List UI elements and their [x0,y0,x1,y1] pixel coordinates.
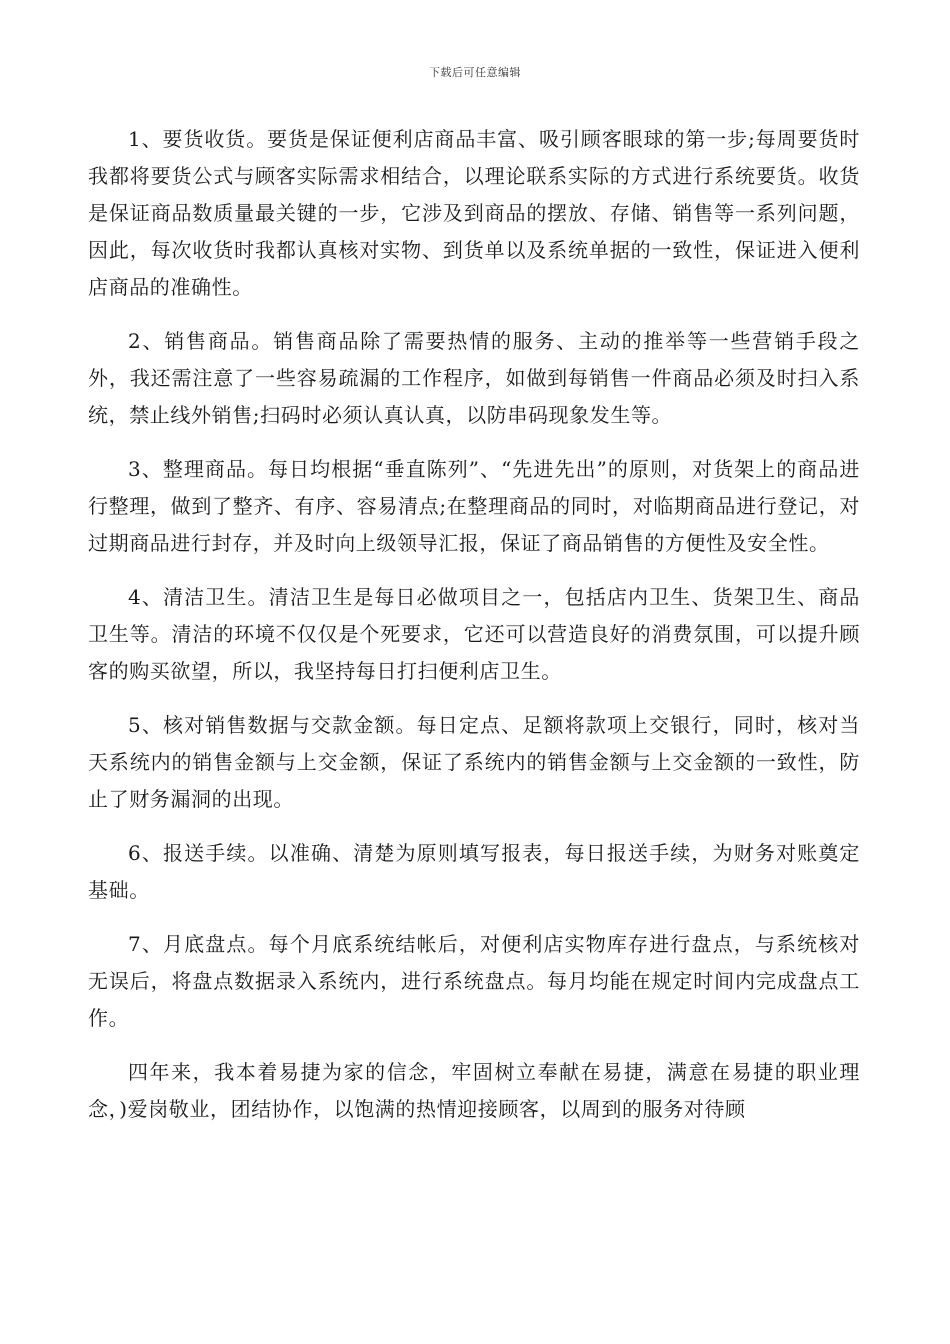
paragraph-2: 2、销售商品。销售商品除了需要热情的服务、主动的推举等一些营销手段之外，我还需注意了一些容易疏漏的工作程序，如做到每销售一件商品必须及时扫入系统，禁止线外销售;扫码时必须认真认真，以防串码现象发生等。 [88,329,860,427]
document-body [88,121,860,1145]
paragraph-3: 3、整理商品。每日均根据“垂直陈列”、“先进先出”的原则，对货架上的商品进行整理，做到了整齐、有序、容易清点;在整理商品的同时，对临期商品进行登记，对过期商品进行封存，并及时向上级领导汇报，保证了商品销售的方便性及安全性。 [88,457,860,555]
page-header: 下载后可任意编辑 [429,66,521,79]
paragraph-8: 四年来，我本着易捷为家的信念，牢固树立奉献在易捷，满意在易捷的职业理念，)爱岗敬业，团结协作，以饱满的热情迎接顾客，以周到的服务对待顾 [88,1060,860,1121]
paragraph-1: 1、要货收货。要货是保证便利店商品丰富、吸引顾客眼球的第一步;每周要货时我都将要货公式与顾客实际需求相结合，以理论联系实际的方式进行系统要货。收货是保证商品数质量最关键的一步，它涉及到商品的摆放、存储、销售等一系列问题，因此，每次收货时我都认真核对实物、到货单以及系统单据的一致性，保证进入便利店商品的准确性。 [88,127,860,299]
paragraph-7: 7、月底盘点。每个月底系统结帐后，对便利店实物库存进行盘点，与系统核对无误后，将盘点数据录入系统内，进行系统盘点。每月均能在规定时间内完成盘点工作。 [88,932,860,1030]
paragraph-6: 6、报送手续。以准确、清楚为原则填写报表，每日报送手续，为财务对账奠定基础。 [88,841,860,902]
paragraph-5: 5、核对销售数据与交款金额。每日定点、足额将款项上交银行，同时，核对当天系统内的销售金额与上交金额，保证了系统内的销售金额与上交金额的一致性，防止了财务漏洞的出现。 [88,713,860,811]
paragraph-4: 4、清洁卫生。清洁卫生是每日必做项目之一，包括店内卫生、货架卫生、商品卫生等。清洁的环境不仅仅是个死要求，它还可以营造良好的消费氛围，可以提升顾客的购买欲望，所以，我坚持每日打扫便利店卫生。 [88,585,860,683]
